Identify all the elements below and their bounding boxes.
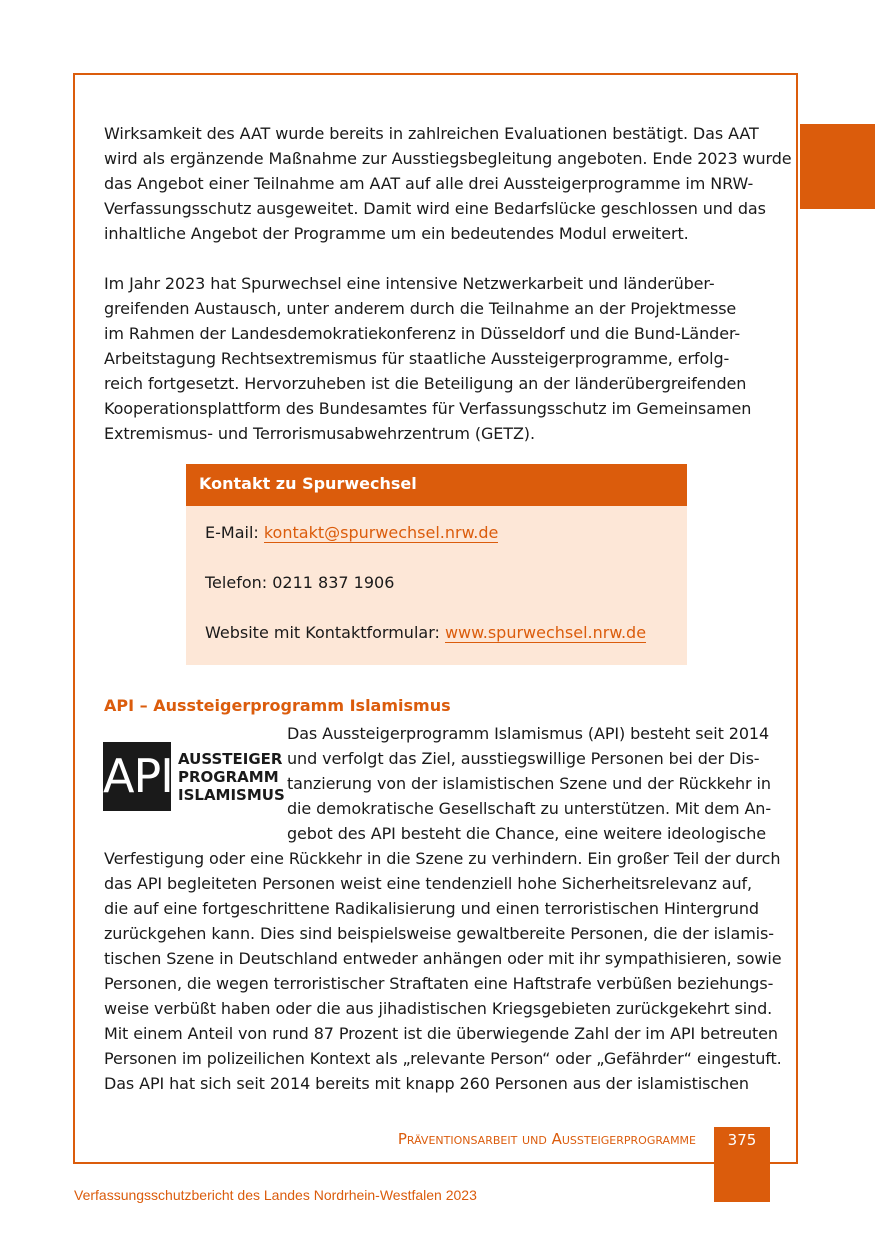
text-line: greifenden Austausch, unter anderem durch die Teilnahme an der Projektmesse — [104, 299, 737, 318]
contact-phone: Telefon: 0211 837 1906 — [205, 573, 395, 592]
text-line: Das Aussteigerprogramm Islamismus (API) besteht seit 2014 — [287, 724, 770, 743]
text-line: inhaltliche Angebot der Programme um ein bedeutendes Modul erweitert. — [104, 224, 689, 243]
text-line: Verfestigung oder eine Rückkehr in die Szene zu verhindern. Ein großer Teil der durch — [104, 849, 781, 868]
text-line: Das API hat sich seit 2014 bereits mit knapp 260 Personen aus der islamistischen — [104, 1074, 749, 1093]
logo-line: AUSSTEIGER — [178, 750, 283, 768]
text-line: das API begleiteten Personen weist eine tendenziell hohe Sicherheitsrelevanz auf, — [104, 874, 753, 893]
logo-line: PROGRAMM — [178, 768, 279, 786]
logo-line: ISLAMISMUS — [178, 786, 285, 804]
body-text — [104, 121, 792, 446]
paragraph-aat — [104, 121, 792, 246]
api-paragraph — [104, 721, 782, 1096]
text-line: Arbeitstagung Rechtsextremismus für staatliche Aussteigerprogramme, erfolg- — [104, 349, 730, 368]
text-line: Mit einem Anteil von rund 87 Prozent ist die überwiegende Zahl der im API betreuten — [104, 1024, 778, 1043]
text-line: Verfassungsschutz ausgeweitet. Damit wird eine Bedarfslücke geschlossen und das — [104, 199, 766, 218]
report-title: Verfassungsschutzbericht des Landes Nordrhein-Westfalen 2023 — [74, 1187, 477, 1203]
text-line: gebot des API besteht die Chance, eine weitere ideologische — [287, 824, 766, 843]
text-line: Extremismus- und Terrorismusabwehrzentrum (GETZ). — [104, 424, 535, 443]
text-line: das Angebot einer Teilnahme am AAT auf alle drei Aussteigerprogramme im NRW- — [104, 174, 754, 193]
text-line: die auf eine fortgeschrittene Radikalisierung und einen terroristischen Hintergrund — [104, 899, 759, 918]
website-label: Website mit Kontaktformular: — [205, 623, 445, 642]
chapter-title: Präventionsarbeit und Aussteigerprogramme — [397, 1130, 696, 1148]
text-line: und verfolgt das Ziel, ausstiegswillige Personen bei der Dis- — [287, 749, 760, 768]
contact-email-line — [205, 523, 498, 542]
contact-box-title: Kontakt zu Spurwechsel — [186, 464, 687, 506]
contact-website-line — [205, 623, 646, 642]
text-line: Personen, die wegen terroristischer Straftaten eine Haftstrafe verbüßen beziehungs- — [104, 974, 774, 993]
text-line: wird als ergänzende Maßnahme zur Ausstiegsbegleitung angeboten. Ende 2023 wurde — [104, 149, 792, 168]
website-link[interactable]: www.spurwechsel.nrw.de — [444, 623, 647, 642]
side-color-tab — [800, 124, 875, 209]
text-line: zurückgehen kann. Dies sind beispielsweise gewaltbereite Personen, die der islamis- — [104, 924, 774, 943]
text-line: Wirksamkeit des AAT wurde bereits in zahlreichen Evaluationen bestätigt. Das AAT — [104, 124, 759, 143]
text-line: im Rahmen der Landesdemokratiekonferenz in Düsseldorf und die Bund-Länder- — [104, 324, 741, 343]
text-line: Kooperationsplattform des Bundesamtes für Verfassungsschutz im Gemeinsamen — [104, 399, 752, 418]
text-line: reich fortgesetzt. Hervorzuheben ist die Beteiligung an der länderübergreifenden — [104, 374, 747, 393]
email-label: E-Mail: — [205, 523, 264, 542]
text-line: tischen Szene in Deutschland entweder anhängen oder mit ihr sympathisieren, sowie — [104, 949, 782, 968]
contact-box — [186, 464, 687, 665]
email-link[interactable]: kontakt@spurwechsel.nrw.de — [263, 523, 499, 542]
paragraph-network — [104, 271, 769, 446]
api-logo-mark: API — [103, 742, 171, 811]
text-line: Im Jahr 2023 hat Spurwechsel eine intensive Netzwerkarbeit und länderüber- — [104, 274, 715, 293]
text-line: die demokratische Gesellschaft zu unterstützen. Mit dem An- — [287, 799, 771, 818]
page-number-tab — [714, 1127, 770, 1202]
section-heading-api: API – Aussteigerprogramm Islamismus — [104, 696, 451, 715]
page-number: 375 — [727, 1131, 757, 1149]
text-line: weise verbüßt haben oder die aus jihadistischen Kriegsgebieten zurückgekehrt sind. — [104, 999, 773, 1018]
text-line: tanzierung von der islamistischen Szene und der Rückkehr in — [287, 774, 771, 793]
text-line: Personen im polizeilichen Kontext als „relevante Person“ oder „Gefährder“ eingestuft. — [104, 1049, 782, 1068]
